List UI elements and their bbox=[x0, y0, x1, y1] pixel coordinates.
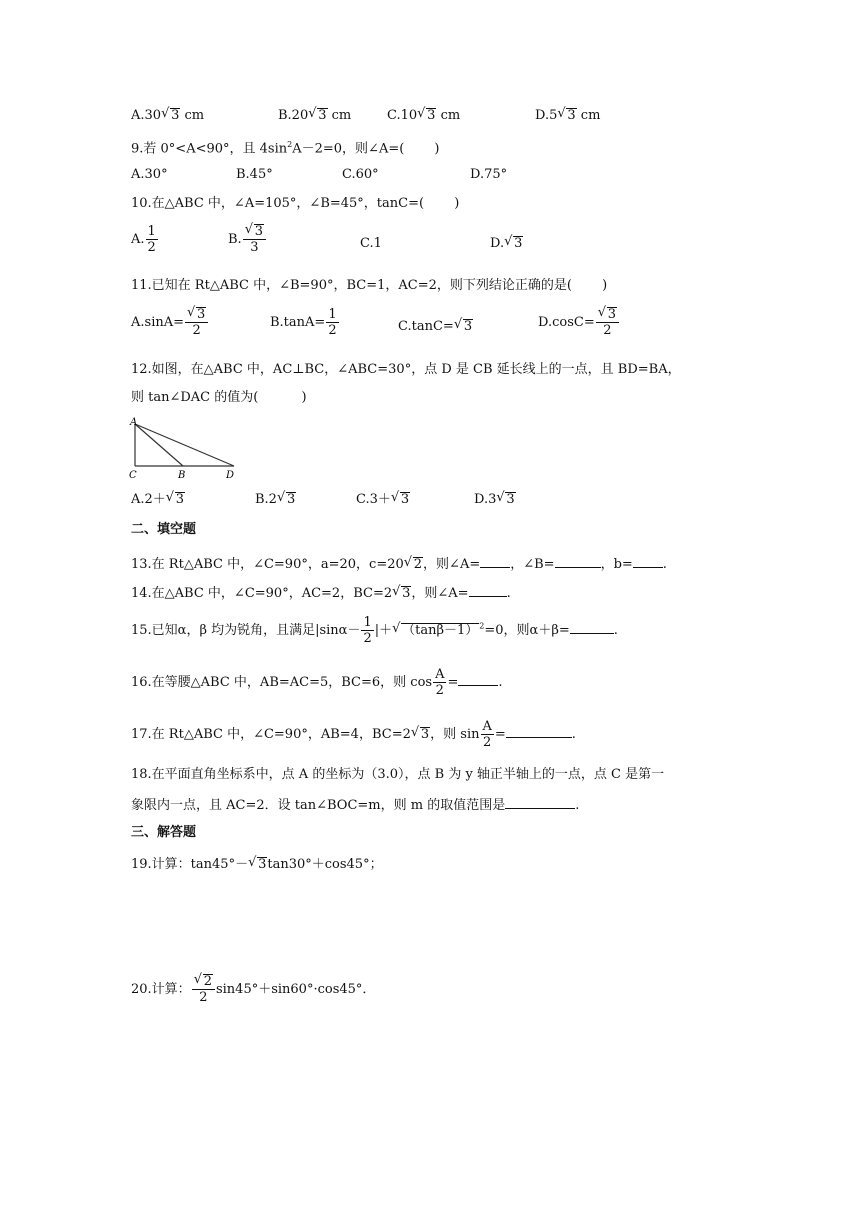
q17 bbox=[131, 719, 576, 750]
q12-stem-line2: 则 tan∠DAC 的值为( ) bbox=[131, 390, 307, 405]
q17-text-e: . bbox=[571, 727, 576, 742]
q19-text-b: tan30°＋cos45°； bbox=[267, 857, 383, 872]
q11-d-label: D.cosC= bbox=[538, 315, 595, 330]
q11-a-label: A.sinA= bbox=[131, 315, 185, 330]
q11-option-d bbox=[538, 307, 620, 338]
q15-frac bbox=[361, 615, 373, 646]
q10-option-a bbox=[131, 224, 159, 255]
q11-option-a bbox=[131, 307, 209, 338]
q16-frac bbox=[433, 667, 446, 698]
q16-num: A bbox=[435, 667, 445, 682]
q8-b-label: B.20 bbox=[278, 108, 309, 123]
q16 bbox=[131, 667, 503, 698]
q16-text-c: . bbox=[498, 675, 503, 690]
q13-text-e: . bbox=[662, 557, 667, 572]
q13-blank-a[interactable] bbox=[480, 553, 510, 568]
q8-a-rad: √ 3 bbox=[170, 108, 180, 123]
q11-a-rad: √ 3 bbox=[196, 307, 206, 322]
q8-c-unit: cm bbox=[436, 108, 461, 123]
q18-text-a: 象限内一点，且 AC=2．设 tan∠BOC=m，则 m 的取值范围是 bbox=[131, 798, 506, 813]
q18-line2 bbox=[131, 794, 579, 815]
q9-option-a: A.30° bbox=[131, 167, 168, 182]
q8-c-rad: √ 3 bbox=[426, 108, 436, 123]
q8-b-unit: cm bbox=[327, 108, 352, 123]
q11-option-b bbox=[270, 307, 340, 338]
q16-text-a: 16.在等腰△ABC 中，AB=AC=5，BC=6，则 cos bbox=[131, 675, 433, 690]
q9-sup: 2 bbox=[287, 140, 293, 149]
q17-num: A bbox=[482, 719, 492, 734]
q18-blank[interactable] bbox=[505, 794, 575, 809]
q10-a-den: 2 bbox=[147, 240, 156, 255]
q9-stem-a: 9.若 0°<A<90°，且 4sin bbox=[131, 141, 288, 157]
label-a: A bbox=[130, 417, 138, 428]
q15 bbox=[131, 615, 618, 646]
segment-ab bbox=[135, 424, 183, 466]
q10-d-rad: √ 3 bbox=[513, 236, 523, 251]
q19 bbox=[131, 856, 383, 874]
q17-blank[interactable] bbox=[506, 723, 572, 738]
q8-a-label: A.30 bbox=[131, 108, 162, 123]
q8-d-unit: cm bbox=[576, 108, 601, 123]
q8-option-b bbox=[278, 107, 351, 125]
q17-text-b: ，则 sin bbox=[430, 727, 480, 742]
label-c: C bbox=[129, 470, 137, 481]
q17-text-a: 17.在 Rt△ABC 中，∠C=90°，AB=4，BC=2 bbox=[131, 727, 411, 742]
q8-d-label: D.5 bbox=[535, 108, 558, 123]
q20-den: 2 bbox=[199, 990, 208, 1005]
q8-option-d bbox=[535, 107, 600, 125]
q10-option-c: C.1 bbox=[360, 236, 382, 251]
q12-option-b bbox=[255, 491, 296, 509]
q14-rad: √ 3 bbox=[401, 586, 411, 601]
q15-sup: 2 bbox=[479, 621, 485, 631]
q10-stem: 10.在△ABC 中，∠A=105°，∠B=45°，tanC=( ) bbox=[131, 196, 460, 211]
q10-option-d bbox=[490, 235, 523, 253]
q13-text-c: ，∠B= bbox=[510, 557, 555, 572]
q20-frac bbox=[192, 974, 215, 1005]
q12-a-label: A.2＋ bbox=[131, 492, 166, 507]
q13-blank-b[interactable] bbox=[555, 553, 601, 568]
q11-d-den: 2 bbox=[603, 323, 612, 338]
q11-a-den: 2 bbox=[192, 323, 201, 338]
q9-stem bbox=[131, 136, 440, 158]
q10-b-den: 3 bbox=[250, 240, 259, 255]
q15-text-a: 15.已知α，β 均为锐角，且满足|sinα－ bbox=[131, 623, 361, 638]
q10-b-label: B. bbox=[228, 232, 242, 247]
q16-blank[interactable] bbox=[458, 671, 498, 686]
q10-d-label: D. bbox=[490, 236, 505, 251]
section-heading-solutions: 三、解答题 bbox=[131, 825, 197, 840]
q19-rad: √ 3 bbox=[257, 857, 267, 872]
q15-sqrt bbox=[401, 623, 479, 638]
q12-c-rad: √ 3 bbox=[400, 492, 410, 507]
q11-b-frac bbox=[326, 307, 338, 338]
q9-option-d: D.75° bbox=[470, 167, 508, 182]
label-d: D bbox=[226, 470, 235, 481]
q8-b-rad: √ 3 bbox=[317, 108, 327, 123]
q8-d-rad: √ 3 bbox=[566, 108, 576, 123]
q11-b-den: 2 bbox=[328, 323, 337, 338]
q13-rad: √ 2 bbox=[413, 557, 423, 572]
q12-d-label: D.3 bbox=[474, 492, 497, 507]
q11-b-num: 1 bbox=[328, 307, 337, 322]
q15-inner: （tanβ－1） bbox=[402, 623, 479, 638]
q11-option-c bbox=[398, 318, 473, 336]
q16-den: 2 bbox=[435, 683, 444, 698]
q15-den: 2 bbox=[363, 631, 372, 646]
q20-text-b: sin45°＋sin60°·cos45°． bbox=[215, 982, 376, 997]
q12-option-a bbox=[131, 491, 185, 509]
q14-text-b: ，则∠A= bbox=[411, 586, 469, 601]
q12-a-rad: √ 3 bbox=[175, 492, 185, 507]
q11-b-label: B.tanA= bbox=[270, 315, 326, 330]
q11-d-frac bbox=[596, 307, 619, 338]
q14-text-a: 14.在△ABC 中，∠C=90°，AC=2，BC=2 bbox=[131, 586, 393, 601]
q18-text-b: . bbox=[575, 798, 580, 813]
q12-c-label: C.3＋ bbox=[356, 492, 391, 507]
q9-stem-b: A－2=0，则∠A=( ) bbox=[292, 141, 440, 157]
q11-a-frac bbox=[185, 307, 208, 338]
q14 bbox=[131, 582, 511, 603]
q10-b-frac bbox=[243, 224, 266, 255]
q15-text-b: |＋ bbox=[374, 623, 393, 638]
q17-frac bbox=[481, 719, 494, 750]
q10-option-b bbox=[228, 224, 267, 255]
q12-stem-line1: 12.如图，在△ABC 中，AC⊥BC，∠ABC=30°，点 D 是 CB 延长线上的一点，且 BD=BA， bbox=[131, 362, 681, 377]
q10-a-label: A. bbox=[131, 232, 145, 247]
q17-text-c: = bbox=[494, 727, 506, 742]
q11-stem: 11.已知在 Rt△ABC 中，∠B=90°，BC=1，AC=2，则下列结论正确的是( ) bbox=[131, 278, 608, 293]
section-heading-fill-in: 二、填空题 bbox=[131, 522, 197, 537]
q15-num: 1 bbox=[363, 615, 372, 630]
q13-text-b: ，则∠A= bbox=[423, 557, 481, 572]
q9-option-c: C.60° bbox=[342, 167, 379, 182]
q17-den: 2 bbox=[483, 735, 492, 750]
q13 bbox=[131, 553, 667, 574]
q20 bbox=[131, 974, 375, 1005]
q11-d-rad: √ 3 bbox=[607, 307, 617, 322]
q16-text-b: = bbox=[447, 675, 459, 690]
q17-rad: √ 3 bbox=[420, 727, 430, 742]
q14-text-c: . bbox=[506, 586, 511, 601]
q12-b-label: B.2 bbox=[255, 492, 277, 507]
q15-text-e: . bbox=[613, 623, 618, 638]
q15-text-c: =0，则α＋β= bbox=[484, 623, 570, 638]
q12-b-rad: √ 3 bbox=[286, 492, 296, 507]
q10-a-num: 1 bbox=[147, 224, 156, 239]
segment-ad bbox=[135, 424, 234, 466]
q11-c-label: C.tanC= bbox=[398, 319, 454, 334]
q12-triangle-figure bbox=[126, 414, 246, 484]
q9-option-b: B.45° bbox=[236, 167, 273, 182]
q18-line1: 18.在平面直角坐标系中，点 A 的坐标为（3.0），点 B 为 y 轴正半轴上的一点，点 C 是第一 bbox=[131, 767, 665, 782]
q19-text-a: 19.计算：tan45°－ bbox=[131, 857, 249, 872]
q15-blank[interactable] bbox=[570, 619, 614, 634]
q13-text-a: 13.在 Rt△ABC 中，∠C=90°，a=20，c=20 bbox=[131, 557, 404, 572]
q20-num-rad: √ 2 bbox=[203, 974, 213, 989]
q12-option-c bbox=[356, 491, 410, 509]
q10-b-rad: √ 3 bbox=[254, 224, 264, 239]
q8-a-unit: cm bbox=[180, 108, 205, 123]
q20-text-a: 20.计算： bbox=[131, 982, 191, 997]
label-b: B bbox=[178, 470, 186, 481]
q14-blank[interactable] bbox=[469, 582, 507, 597]
q8-option-c bbox=[387, 107, 460, 125]
q12-d-rad: √ 3 bbox=[505, 492, 515, 507]
q11-c-rad: √ 3 bbox=[463, 319, 473, 334]
q12-option-d bbox=[474, 491, 516, 509]
q8-c-label: C.10 bbox=[387, 108, 418, 123]
q13-blank-c[interactable] bbox=[633, 553, 663, 568]
q13-text-d: ，b= bbox=[600, 557, 633, 572]
q8-option-a bbox=[131, 107, 204, 125]
q10-a-frac bbox=[146, 224, 158, 255]
